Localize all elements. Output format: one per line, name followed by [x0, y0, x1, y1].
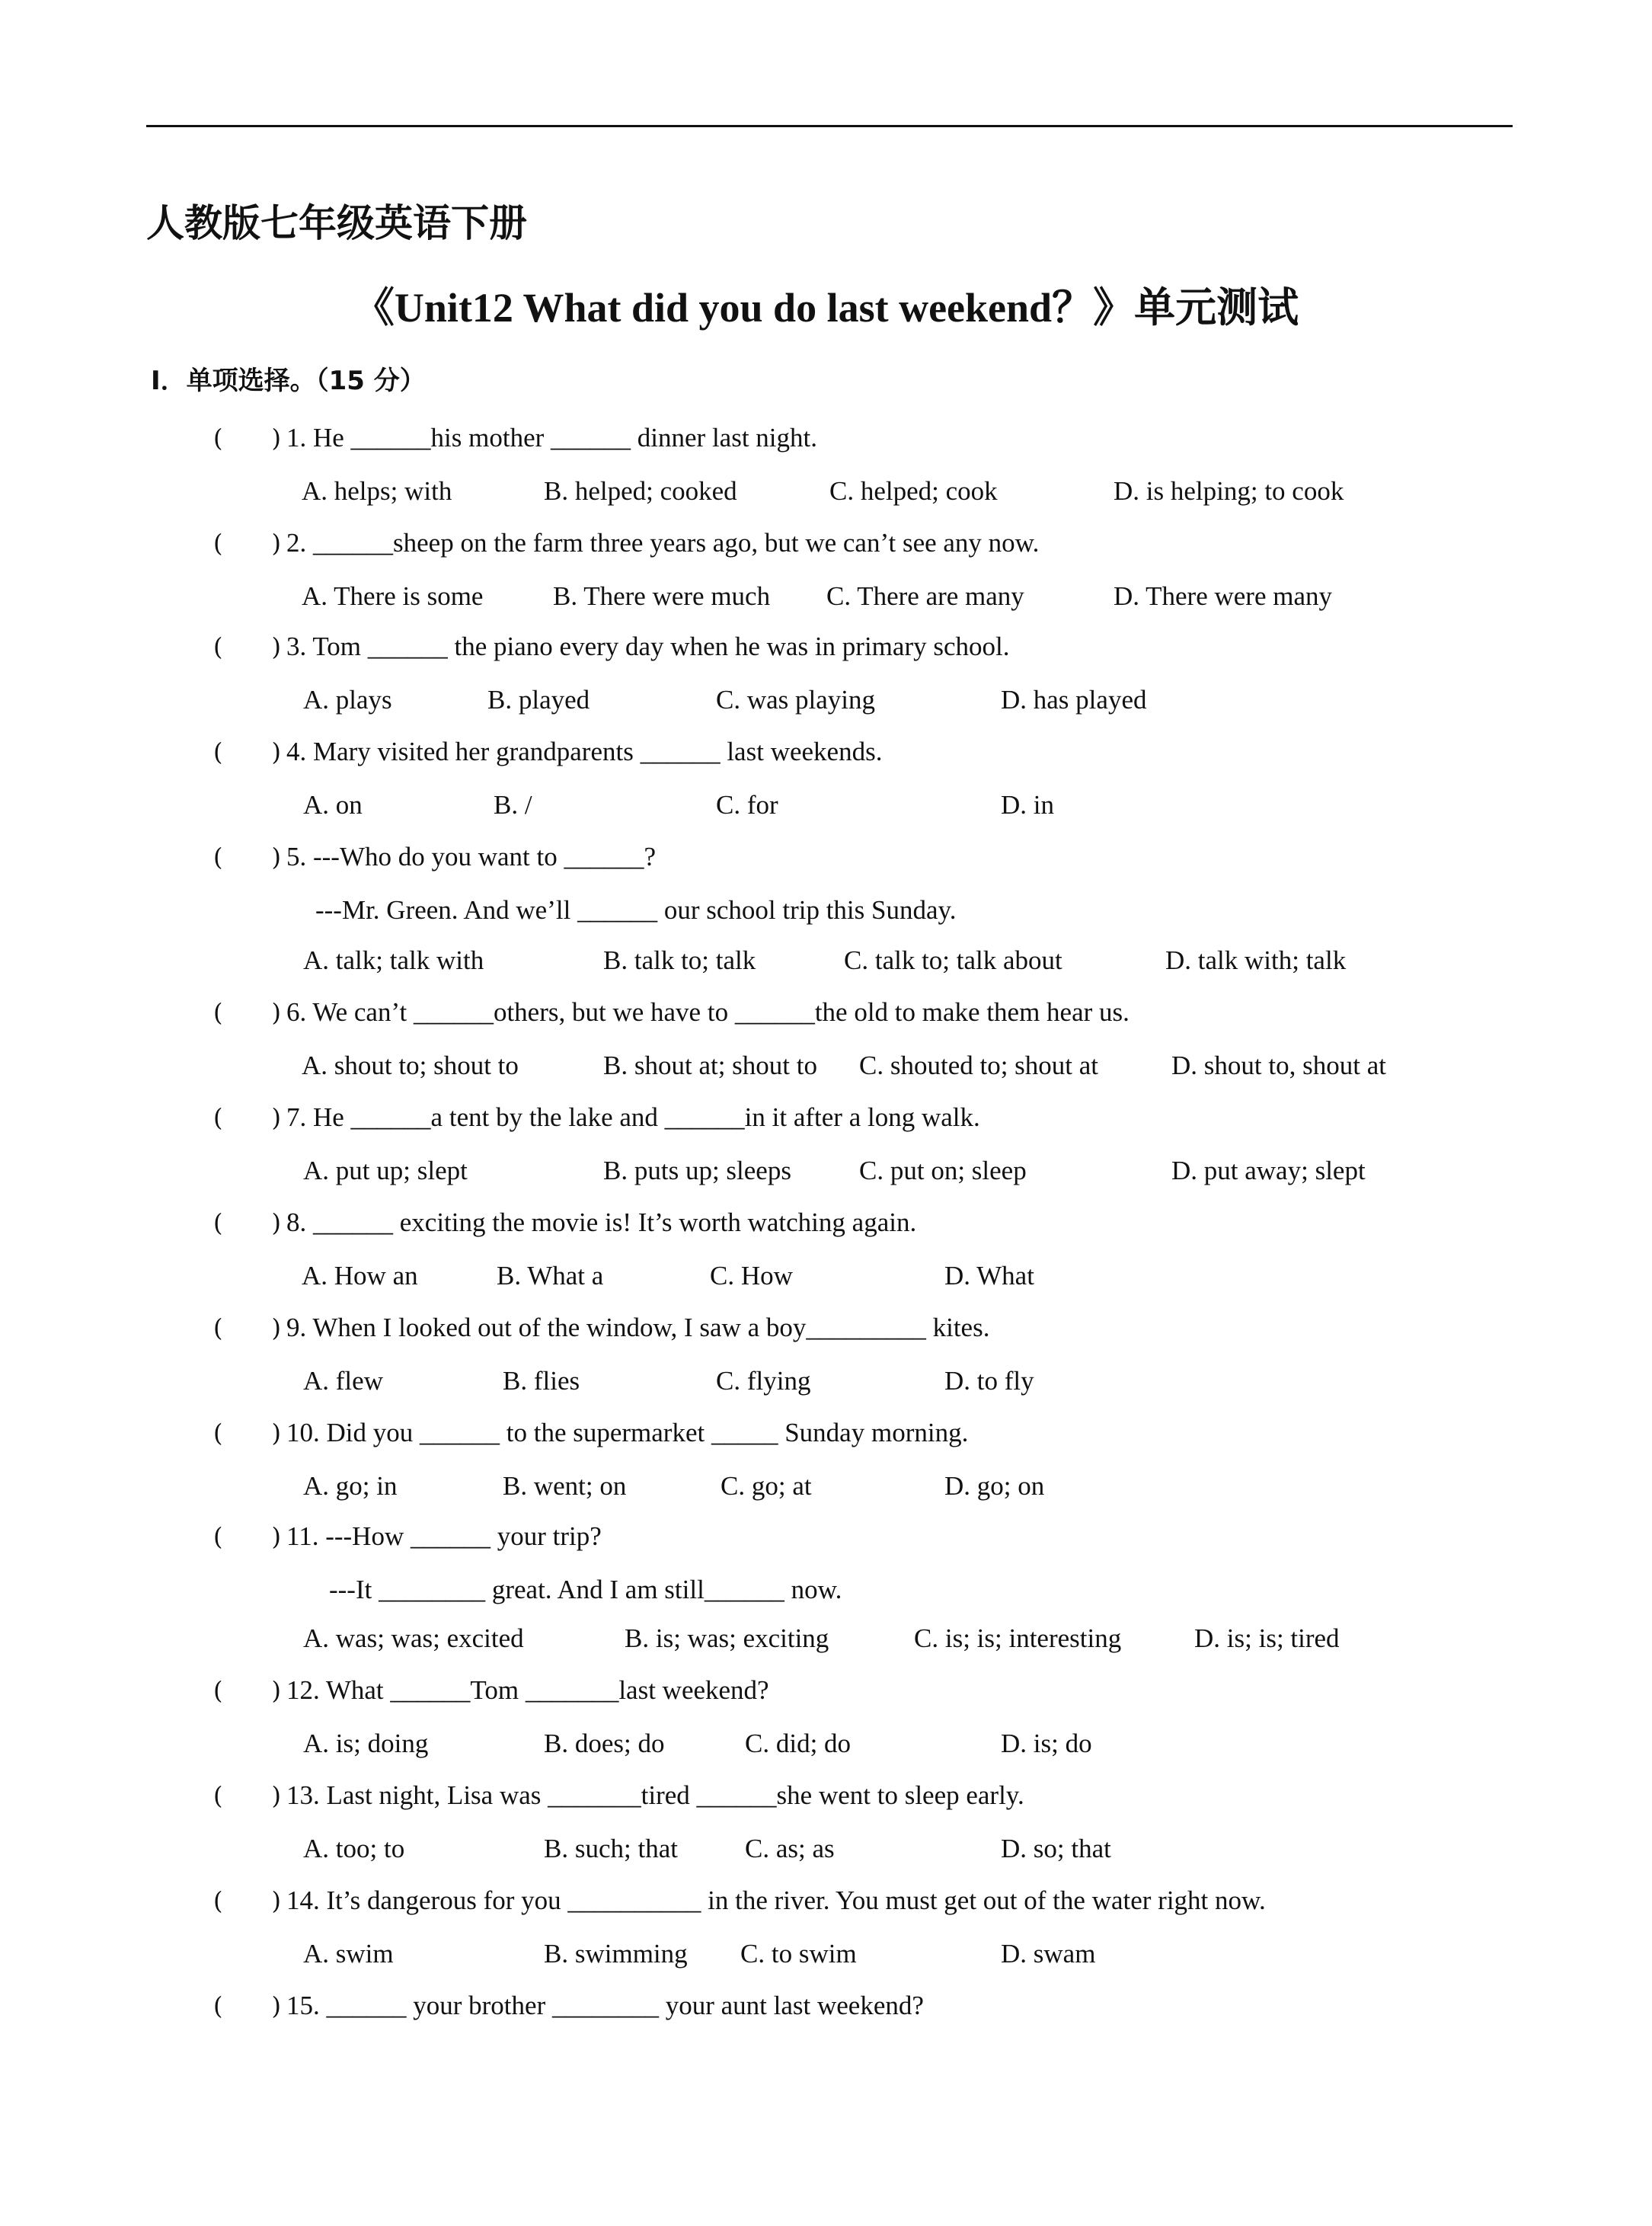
answer-blank[interactable]: ( ) — [213, 632, 281, 661]
option-b: B. / — [494, 790, 532, 820]
option-b: B. does; do — [544, 1729, 665, 1758]
option-a: A. put up; slept — [303, 1156, 468, 1185]
question-stem-9 — [213, 1310, 989, 1345]
question-text: 14. It’s dangerous for you __________ in the river. You must get out of the water right now. — [286, 1885, 1266, 1915]
option-b: B. went; on — [503, 1471, 627, 1501]
option-c: C. There are many — [826, 581, 1024, 611]
question-stem-6 — [213, 995, 1130, 1030]
question-stem-12 — [213, 1673, 769, 1708]
header-rule — [146, 125, 1513, 127]
option-b: B. helped; cooked — [544, 476, 737, 506]
option-a: A. is; doing — [303, 1729, 429, 1758]
option-d: D. swam — [1001, 1939, 1096, 1969]
question-text: 13. Last night, Lisa was _______tired ______she went to sleep early. — [286, 1780, 1024, 1810]
question-stem-8 — [213, 1205, 916, 1240]
question-text: 9. When I looked out of the window, I saw a boy_________ kites. — [286, 1313, 990, 1342]
option-c: C. helped; cook — [829, 476, 998, 506]
option-d: D. talk with; talk — [1165, 945, 1347, 975]
option-c: C. go; at — [721, 1471, 812, 1501]
option-c: C. is; is; interesting — [914, 1623, 1122, 1653]
option-b: B. swimming — [544, 1939, 688, 1969]
option-b: B. What a — [497, 1261, 604, 1291]
option-a: A. go; in — [303, 1471, 398, 1501]
option-a: A. flew — [303, 1366, 383, 1396]
option-d: D. put away; slept — [1171, 1156, 1366, 1185]
answer-blank[interactable]: ( ) — [213, 998, 281, 1027]
question-text: 7. He ______a tent by the lake and ______in it after a long walk. — [286, 1102, 980, 1132]
question-text: 11. ---How ______ your trip? — [286, 1521, 602, 1551]
option-a: A. helps; with — [302, 476, 452, 506]
question-stem-5 — [213, 840, 656, 875]
option-d: D. has played — [1001, 685, 1147, 715]
option-c: C. shouted to; shout at — [859, 1051, 1099, 1080]
option-a: A. There is some — [302, 581, 484, 611]
option-c: C. as; as — [745, 1834, 835, 1863]
option-b: B. is; was; exciting — [625, 1623, 829, 1653]
section-heading: Ⅰ．单项选择。（15 分） — [151, 366, 426, 396]
option-b: B. talk to; talk — [603, 945, 756, 975]
question-stem-10 — [213, 1415, 968, 1450]
question-stem-11 — [213, 1519, 602, 1554]
option-c: C. How — [710, 1261, 793, 1291]
question-stem-3 — [213, 629, 1009, 664]
question-text: 12. What ______Tom _______last weekend? — [286, 1675, 769, 1705]
option-c: C. did; do — [745, 1729, 852, 1758]
answer-blank[interactable]: ( ) — [213, 1886, 281, 1915]
answer-blank[interactable]: ( ) — [213, 737, 281, 766]
option-d: D. to fly — [944, 1366, 1034, 1396]
option-b: B. There were much — [553, 581, 771, 611]
option-d: D. go; on — [944, 1471, 1045, 1501]
option-a: A. shout to; shout to — [302, 1051, 519, 1080]
question-stem-14 — [213, 1883, 1266, 1918]
option-a: A. too; to — [303, 1834, 405, 1863]
answer-blank[interactable]: ( ) — [213, 1208, 281, 1237]
option-b: B. played — [487, 685, 590, 715]
option-d: D. is; do — [1001, 1729, 1092, 1758]
option-b: B. such; that — [544, 1834, 678, 1863]
question-text: 10. Did you ______ to the supermarket _____ Sunday morning. — [286, 1418, 969, 1447]
option-c: C. put on; sleep — [859, 1156, 1027, 1185]
option-a: A. plays — [303, 685, 392, 715]
option-b: B. shout at; shout to — [603, 1051, 817, 1080]
option-d: D. is helping; to cook — [1114, 476, 1344, 506]
option-c: C. was playing — [716, 685, 876, 715]
option-d: D. There were many — [1114, 581, 1333, 611]
option-d: D. so; that — [1001, 1834, 1111, 1863]
option-a: A. was; was; excited — [303, 1623, 524, 1653]
question-stem-1 — [213, 421, 817, 456]
option-d: D. in — [1001, 790, 1054, 820]
answer-blank[interactable]: ( ) — [213, 1781, 281, 1810]
option-c: C. to swim — [740, 1939, 857, 1969]
question-text: 2. ______sheep on the farm three years ago, but we can’t see any now. — [286, 528, 1040, 558]
option-c: C. flying — [716, 1366, 811, 1396]
question-text: 4. Mary visited her grandparents ______ last weekends. — [286, 737, 883, 766]
option-b: B. puts up; sleeps — [603, 1156, 791, 1185]
option-d: D. is; is; tired — [1194, 1623, 1340, 1653]
option-c: C. talk to; talk about — [844, 945, 1062, 975]
dialog-line: ---It ________ great. And I am still______ now. — [329, 1575, 842, 1604]
question-stem-13 — [213, 1778, 1024, 1813]
option-b: B. flies — [503, 1366, 580, 1396]
question-text: 1. He ______his mother ______ dinner last night. — [286, 423, 818, 453]
question-stem-15 — [213, 1988, 924, 2023]
answer-blank[interactable]: ( ) — [213, 1313, 281, 1342]
question-text: 3. Tom ______ the piano every day when he was in primary school. — [286, 632, 1010, 661]
question-stem-4 — [213, 734, 882, 769]
answer-blank[interactable]: ( ) — [213, 1418, 281, 1447]
option-a: A. swim — [303, 1939, 394, 1969]
question-text: 15. ______ your brother ________ your aunt last weekend? — [286, 1991, 924, 2020]
answer-blank[interactable]: ( ) — [213, 843, 281, 872]
answer-blank[interactable]: ( ) — [213, 424, 281, 453]
question-text: 6. We can’t ______others, but we have to ______the old to make them hear us. — [286, 997, 1130, 1027]
question-text: 5. ---Who do you want to ______? — [286, 842, 657, 872]
option-d: D. What — [944, 1261, 1034, 1291]
question-stem-7 — [213, 1100, 980, 1135]
option-a: A. on — [303, 790, 363, 820]
option-c: C. for — [716, 790, 778, 820]
option-d: D. shout to, shout at — [1171, 1051, 1386, 1080]
option-a: A. How an — [302, 1261, 418, 1291]
question-stem-2 — [213, 526, 1039, 561]
option-a: A. talk; talk with — [303, 945, 484, 975]
answer-blank[interactable]: ( ) — [213, 529, 281, 558]
answer-blank[interactable]: ( ) — [213, 1991, 281, 2020]
dialog-line: ---Mr. Green. And we’ll ______ our school trip this Sunday. — [315, 895, 957, 925]
answer-blank[interactable]: ( ) — [213, 1676, 281, 1705]
answer-blank[interactable]: ( ) — [213, 1103, 281, 1132]
document-title: 人教版七年级英语下册 — [146, 201, 527, 245]
document-subtitle: 《Unit12 What did you do last weekend？》单元测试 — [353, 285, 1299, 331]
question-text: 8. ______ exciting the movie is! It’s worth watching again. — [286, 1207, 917, 1237]
answer-blank[interactable]: ( ) — [213, 1522, 281, 1551]
